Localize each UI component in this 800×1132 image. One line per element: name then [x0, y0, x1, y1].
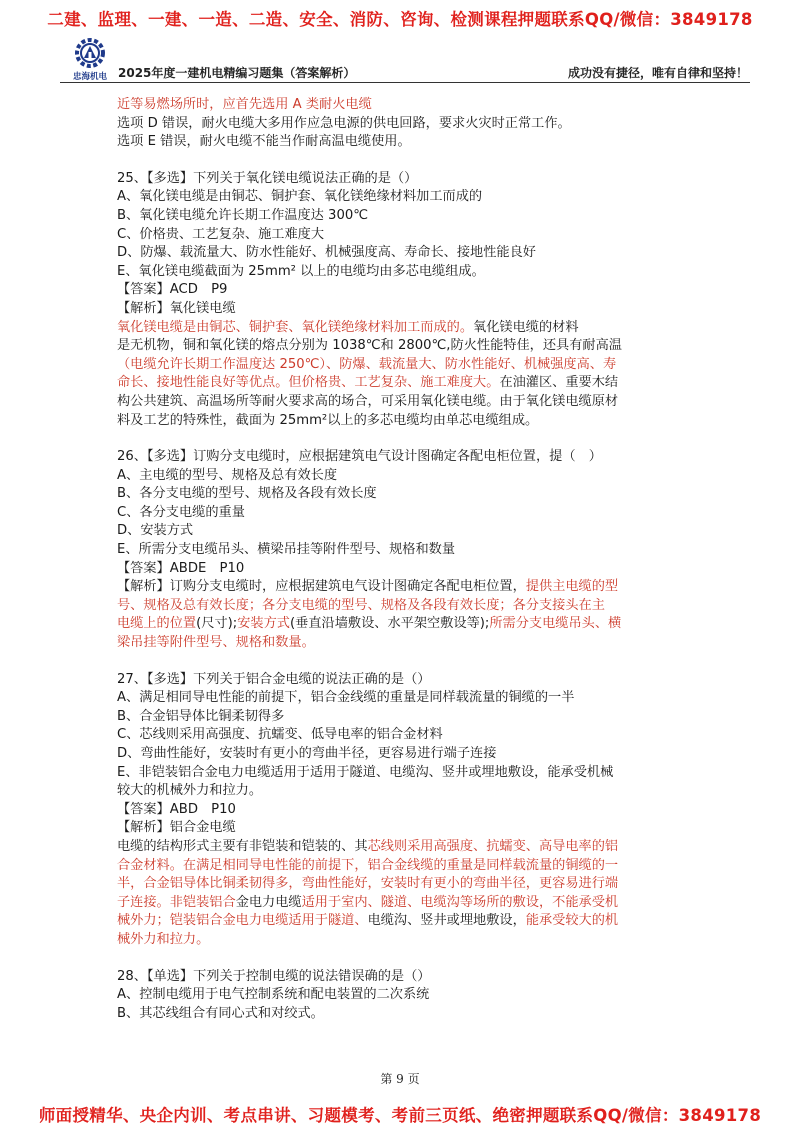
analysis-line: 械外力；铠装铝合金电力电缆适用于隧道、电缆沟、竖井或埋地敷设，能承受较大的机: [117, 913, 619, 929]
option-b: B、各分支电缆的型号、规格及各段有效长度: [117, 486, 377, 502]
option-e: E、非铠装铝合金电力电缆适用于适用于隧道、电缆沟、竖井或埋地敷设，能承受机械: [117, 764, 614, 780]
top-banner: 二建、监理、一建、一造、二造、安全、消防、咨询、检测课程押题联系QQ/微信：3849178: [47, 10, 753, 29]
analysis-title: 【解析】铝合金电缆: [117, 820, 236, 836]
question-28: [117, 968, 717, 1024]
option-d: D、防爆、载流量大、防水性能好、机械强度高、寿命长、接地性能良好: [117, 245, 536, 261]
page-number: 第 9 页: [380, 1072, 420, 1086]
question-25: [117, 170, 717, 430]
logo-name: 忠海机电: [72, 72, 107, 82]
analysis-line: （电缆允许长期工作温度达 250℃）、防爆、载流量大、防水性能好、机械强度高、寿: [117, 356, 617, 372]
analysis-line: 命长、接地性能良好等优点。但价格贵、工艺复杂、施工难度大。在油灌区、重要木结: [117, 375, 619, 391]
header-rule: [60, 82, 750, 83]
answer: 【答案】ACD P9: [117, 282, 228, 298]
text-line: 选项 D 错误，耐火电缆大多用作应急电源的供电回路，要求火灾时正常工作。: [117, 115, 571, 131]
option-d: D、弯曲性能好，安装时有更小的弯曲半径，更容易进行端子连接: [117, 746, 497, 761]
answer: 【答案】ABDE P10: [117, 560, 245, 576]
analysis-line: 合金材料。在满足相同导电性能的前提下，铝合金线缆的重量是同样载流量的铜缆的一: [117, 857, 619, 873]
analysis-line: 半，合金铝导体比铜柔韧得多，弯曲性能好，安装时有更小的弯曲半径，更容易进行端: [117, 876, 619, 892]
question-26: [117, 448, 717, 653]
question-27: [117, 671, 717, 950]
page-header: [60, 36, 750, 88]
analysis-line: 械外力和拉力。: [117, 931, 210, 947]
option-d: D、安装方式: [117, 523, 194, 539]
option-a: A、满足相同导电性能的前提下，铝合金线缆的重量是同样载流量的铜缆的一半: [117, 690, 575, 706]
logo: [60, 36, 120, 86]
analysis-line: 号、规格及总有效长度；各分支电缆的型号、规格及各段有效长度；各分支接头在主: [117, 597, 605, 613]
option-b: B、合金铝导体比铜柔韧得多: [117, 708, 285, 724]
bottom-banner: 师面授精华、央企内训、考点串讲、习题模考、考前三页纸、绝密押题联系QQ/微信：3849178: [38, 1106, 762, 1125]
option-e-cont: 较大的机械外力和拉力。: [117, 783, 263, 799]
header-motto: 成功没有捷径，唯有自律和坚持！: [567, 66, 748, 80]
analysis-line: 电缆上的位置(尺寸);安装方式(垂直沿墙敷设、水平架空敷设等);所需分支电缆吊头、横: [117, 616, 622, 632]
analysis-title: 【解析】氧化镁电缆: [117, 300, 236, 316]
analysis-line: 氧化镁电缆是由铜芯、铜护套、氧化镁绝缘材料加工而成的。氧化镁电缆的材料: [117, 319, 579, 335]
answer: 【答案】ABD P10: [117, 801, 236, 817]
option-b: B、其芯线组合有同心式和对绞式。: [117, 1005, 324, 1021]
analysis-line: 料及工艺的特殊性，截面为 25mm²以上的多芯电缆均由单芯电缆组成。: [117, 412, 539, 428]
text-line: 选项 E 错误，耐火电缆不能当作耐高温电缆使用。: [117, 134, 411, 150]
option-c: C、各分支电缆的重量: [117, 504, 245, 520]
question-stem: 26、【多选】订购分支电缆时，应根据建筑电气设计图确定各配电柜位置，提（ ）: [117, 449, 602, 465]
question-stem: 25、【多选】下列关于氧化镁电缆说法正确的是（）: [117, 170, 418, 186]
question-stem: 27、【多选】下列关于铝合金电缆的说法正确的是（）: [117, 671, 431, 687]
question-stem: 28、【单选】下列关于控制电缆的说法错误确的是（）: [117, 968, 431, 984]
text-line: 近等易燃场所时，应首先选用 A 类耐火电缆: [117, 97, 372, 112]
analysis-line: 子连接。非铠装铝合金电力电缆适用于室内、隧道、电缆沟等场所的敷设，不能承受机: [117, 894, 619, 910]
analysis-line: 构公共建筑、高温场所等耐火要求高的场合，可采用氧化镁电缆。由于氧化镁电缆原材: [117, 393, 619, 409]
option-a: A、氧化镁电缆是由铜芯、铜护套、氧化镁绝缘材料加工而成的: [117, 189, 483, 205]
analysis-line: 电缆的结构形式主要有非铠装和铠装的、其芯线则采用高强度、抗蠕变、高导电率的铝: [117, 838, 619, 854]
analysis-line: 【解析】订购分支电缆时，应根据建筑电气设计图确定各配电柜位置，提供主电缆的型: [117, 579, 619, 595]
option-c: C、价格贵、工艺复杂、施工难度大: [117, 226, 325, 242]
option-b: B、氧化镁电缆允许长期工作温度达 300℃: [117, 207, 369, 223]
option-a: A、控制电缆用于电气控制系统和配电装置的二次系统: [117, 987, 430, 1003]
option-c: C、芯线则采用高强度、抗蠕变、低导电率的铝合金材料: [117, 727, 443, 743]
option-a: A、主电缆的型号、规格及总有效长度: [117, 467, 338, 483]
document-title: 2025年度一建机电精编习题集（答案解析）: [118, 66, 356, 80]
option-e: E、氧化镁电缆截面为 25mm² 以上的电缆均由多芯电缆组成。: [117, 263, 485, 279]
page-content: [117, 96, 717, 1023]
analysis-line: 梁吊挂等附件型号、规格和数量。: [117, 635, 315, 651]
option-e: E、所需分支电缆吊头、横梁吊挂等附件型号、规格和数量: [117, 542, 456, 558]
gear-logo-icon: [72, 36, 108, 70]
analysis-line: 是无机物，铜和氧化镁的熔点分别为 1038℃和 2800℃,防火性能特佳，还具有耐高温: [117, 338, 622, 354]
